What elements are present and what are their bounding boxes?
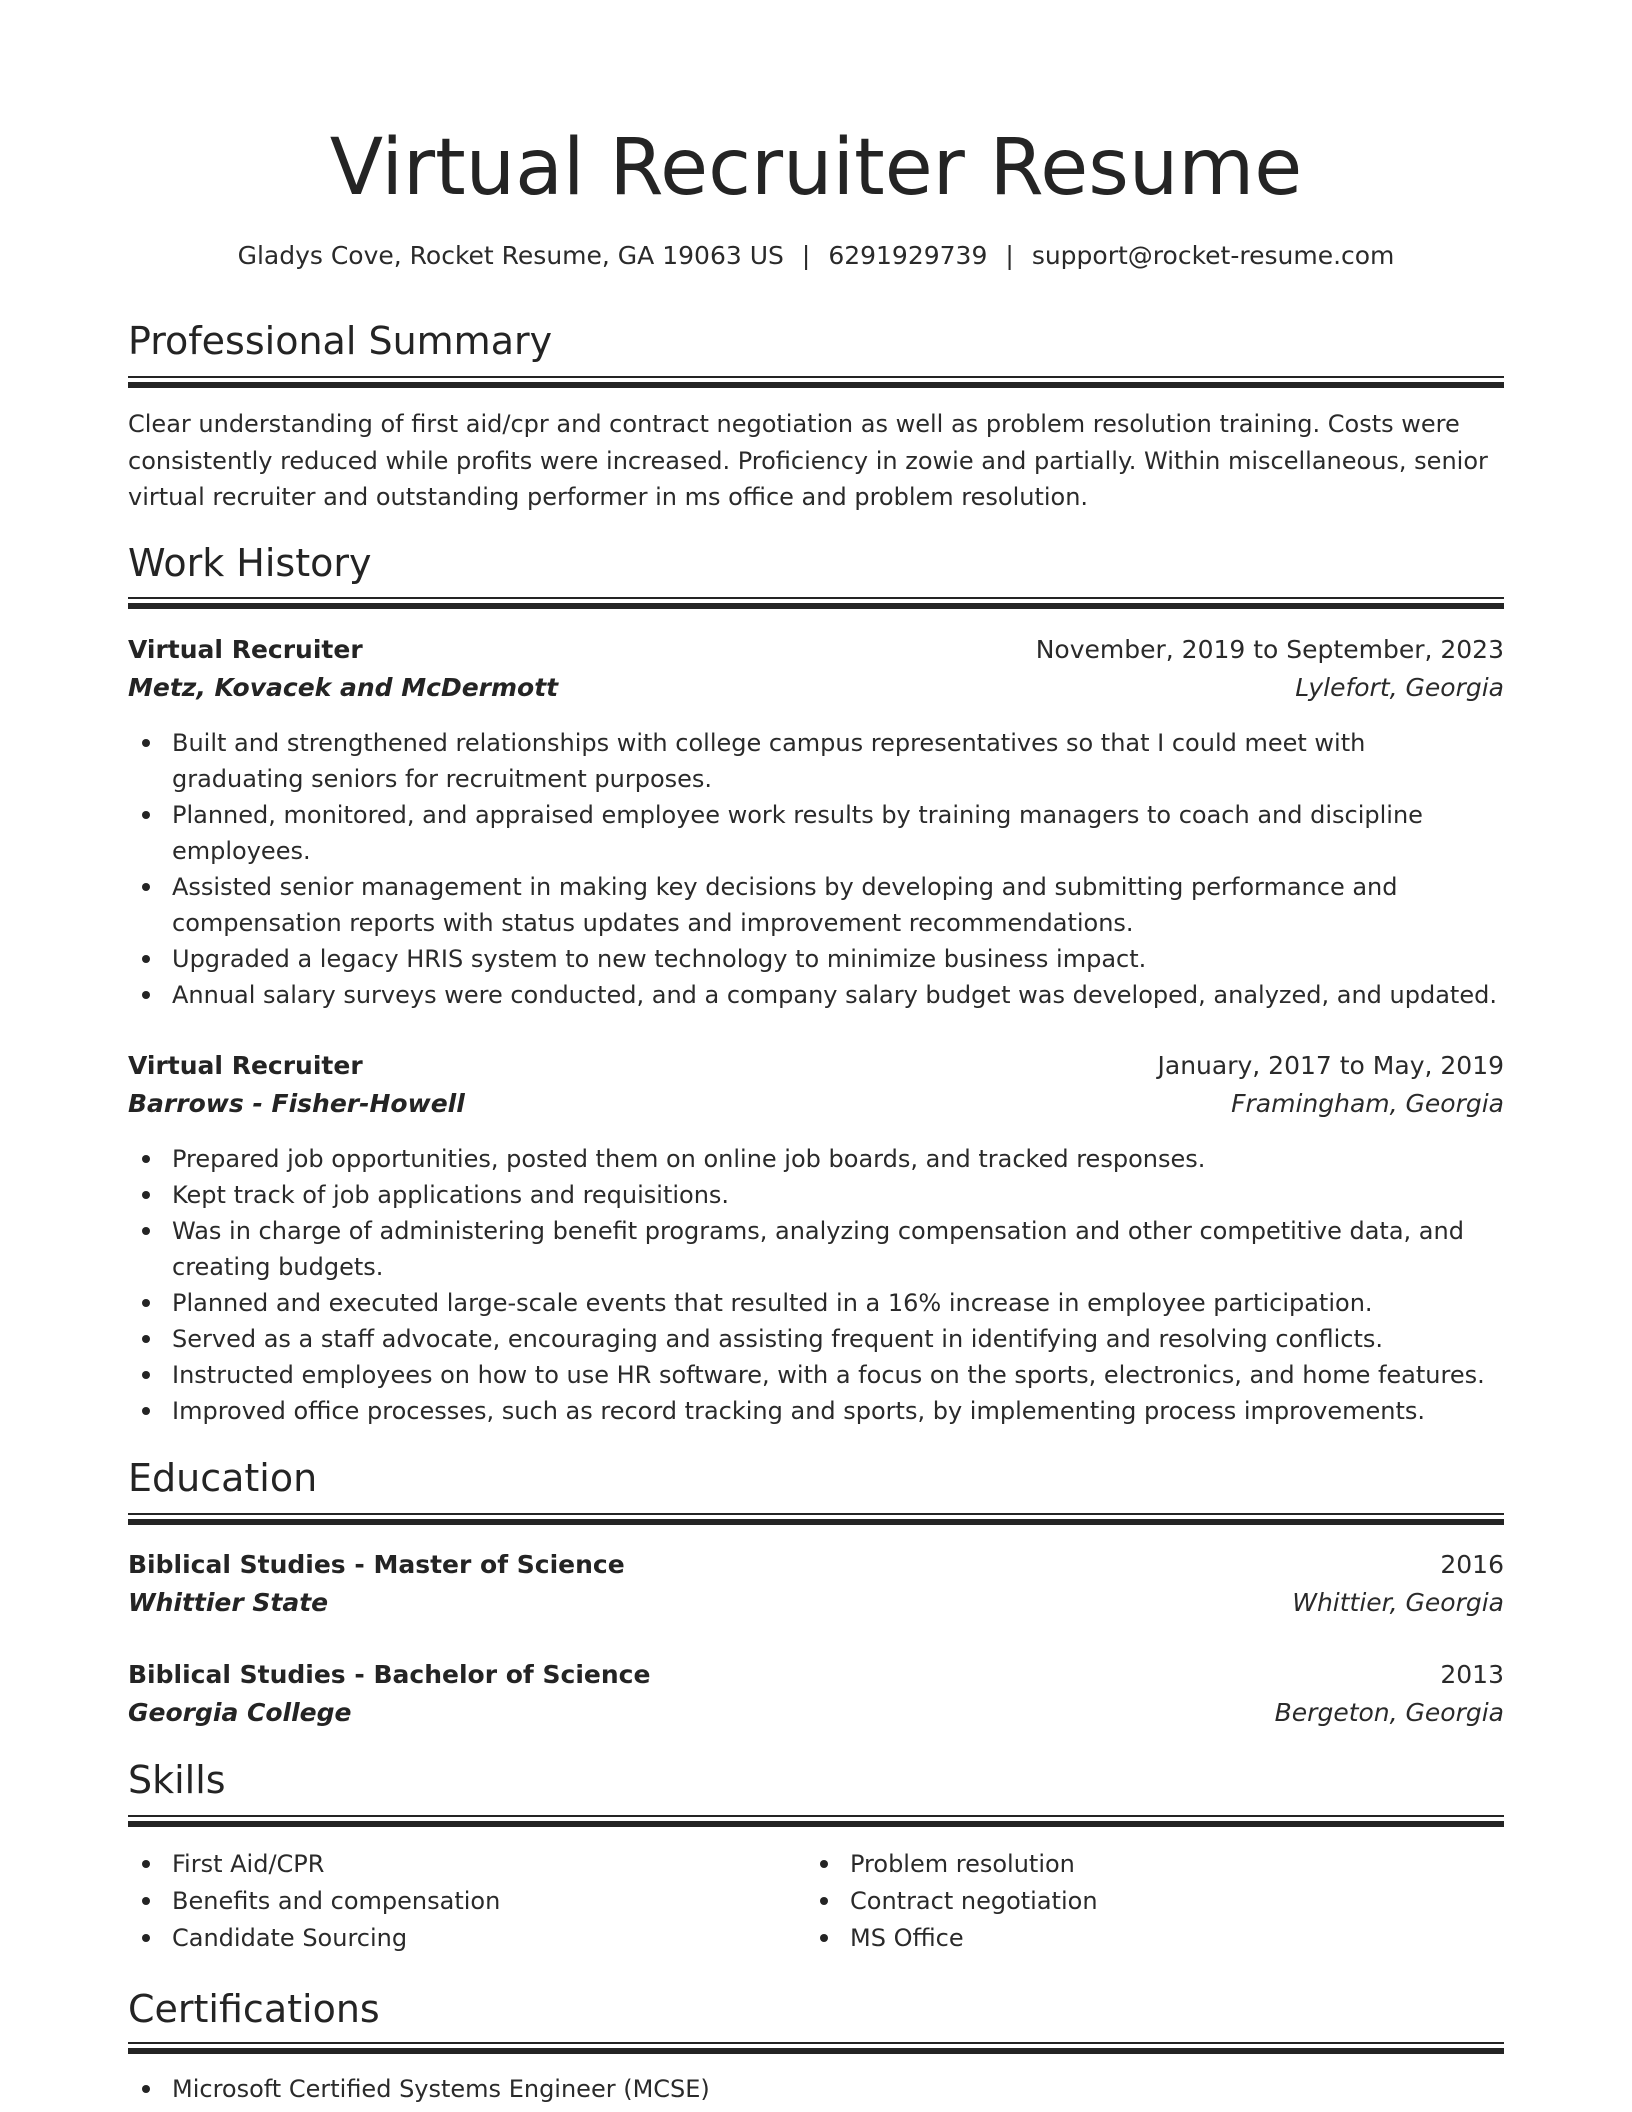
section-divider bbox=[128, 1815, 1504, 1826]
job-location: Lylefort, Georgia bbox=[1295, 673, 1504, 702]
skill-item: MS Office bbox=[806, 1920, 1446, 1957]
bullet-icon bbox=[142, 1191, 150, 1199]
skill-item: Contract negotiation bbox=[806, 1883, 1446, 1920]
list-item: Kept track of job applications and requisitions. bbox=[128, 1177, 1504, 1213]
job-company: Barrows - Fisher-Howell bbox=[128, 1089, 465, 1118]
bullet-icon bbox=[142, 1155, 150, 1163]
work-heading: Work History bbox=[128, 541, 372, 585]
skills-heading: Skills bbox=[128, 1758, 226, 1802]
education-degree: Biblical Studies - Master of Science bbox=[128, 1550, 625, 1579]
section-heading-education bbox=[128, 1453, 1504, 1503]
education-header bbox=[128, 1547, 1504, 1583]
resume-title: Virtual Recruiter Resume bbox=[329, 123, 1303, 213]
contact-phone: 6291929739 bbox=[828, 241, 988, 270]
education-year: 2016 bbox=[1440, 1550, 1504, 1579]
section-divider bbox=[128, 376, 1504, 387]
list-item: Microsoft Certified Systems Engineer (MCSE) bbox=[128, 2071, 1504, 2107]
job-dates: November, 2019 to September, 2023 bbox=[1035, 635, 1504, 664]
section-heading-summary bbox=[128, 316, 1504, 366]
education-location: Bergeton, Georgia bbox=[1274, 1698, 1504, 1727]
bullet-icon bbox=[142, 991, 150, 999]
summary-text: Clear understanding of first aid/cpr and contract negotiation as well as problem resolution training. Costs were consistently reduced while profits were increased. Proficiency in zowie and partially. Within miscellaneous, senior virtual recruiter and outstanding performer in ms office and problem resolution. bbox=[128, 410, 1488, 511]
bullet-icon bbox=[820, 1860, 828, 1868]
list-item: Planned and executed large-scale events that resulted in a 16% increase in employee participation. bbox=[128, 1285, 1504, 1321]
bullet-icon bbox=[142, 1860, 150, 1868]
education-year: 2013 bbox=[1440, 1660, 1504, 1689]
section-divider bbox=[128, 1513, 1504, 1524]
job-dates: January, 2017 to May, 2019 bbox=[1157, 1051, 1504, 1080]
list-item: Upgraded a legacy HRIS system to new technology to minimize business impact. bbox=[128, 941, 1504, 977]
list-item: Prepared job opportunities, posted them on online job boards, and tracked responses. bbox=[128, 1141, 1504, 1177]
bullet-icon bbox=[142, 811, 150, 819]
list-item: Planned, monitored, and appraised employee work results by training managers to coach and discipline employees. bbox=[128, 797, 1504, 869]
section-heading-skills bbox=[128, 1755, 1504, 1805]
list-item: Was in charge of administering benefit programs, analyzing compensation and other competitive data, and creating budgets. bbox=[128, 1213, 1504, 1285]
bullet-icon bbox=[820, 1934, 828, 1942]
job-title: Virtual Recruiter bbox=[128, 1051, 363, 1080]
job-header bbox=[128, 632, 1504, 668]
bullet-icon bbox=[142, 1335, 150, 1343]
education-subheader bbox=[128, 1585, 1504, 1621]
skill-item: Problem resolution bbox=[806, 1846, 1446, 1883]
bullet-icon bbox=[142, 739, 150, 747]
bullet-icon bbox=[142, 1897, 150, 1905]
skill-item: First Aid/CPR bbox=[128, 1846, 768, 1883]
section-heading-work bbox=[128, 538, 1504, 588]
bullet-icon bbox=[142, 1299, 150, 1307]
skills-list-right bbox=[806, 1846, 1446, 1957]
certifications-heading: Certifications bbox=[128, 1987, 380, 2031]
skill-item: Benefits and compensation bbox=[128, 1883, 768, 1920]
list-item: Built and strengthened relationships with college campus representatives so that I could meet with graduating seniors for recruitment purposes. bbox=[128, 725, 1504, 797]
education-subheader bbox=[128, 1695, 1504, 1731]
education-school: Georgia College bbox=[128, 1698, 352, 1727]
job-title: Virtual Recruiter bbox=[128, 635, 363, 664]
education-header bbox=[128, 1657, 1504, 1693]
bullet-icon bbox=[142, 1371, 150, 1379]
bullet-icon bbox=[142, 2085, 150, 2093]
contact-email: support@rocket-resume.com bbox=[1031, 241, 1395, 270]
education-school: Whittier State bbox=[128, 1588, 329, 1617]
certifications-list bbox=[128, 2071, 1504, 2107]
bullet-icon bbox=[142, 1227, 150, 1235]
list-item: Served as a staff advocate, encouraging and assisting frequent in identifying and resolving conflicts. bbox=[128, 1321, 1504, 1357]
contact-line bbox=[128, 238, 1504, 274]
skills-list-left bbox=[128, 1846, 768, 1957]
bullet-icon bbox=[820, 1897, 828, 1905]
job-header bbox=[128, 1048, 1504, 1084]
list-item: Instructed employees on how to use HR software, with a focus on the sports, electronics, and home features. bbox=[128, 1357, 1504, 1393]
job-subheader bbox=[128, 1086, 1504, 1122]
summary-heading: Professional Summary bbox=[128, 319, 553, 363]
contact-address: Gladys Cove, Rocket Resume, GA 19063 US bbox=[237, 241, 784, 270]
section-divider bbox=[128, 597, 1504, 608]
list-item: Improved office processes, such as record tracking and sports, by implementing process improvements. bbox=[128, 1393, 1504, 1429]
skill-item: Candidate Sourcing bbox=[128, 1920, 768, 1957]
bullet-icon bbox=[142, 955, 150, 963]
section-divider bbox=[128, 2042, 1504, 2053]
job-subheader bbox=[128, 670, 1504, 706]
job-bullet-list bbox=[128, 1141, 1504, 1429]
contact-separator: | bbox=[1005, 241, 1014, 270]
education-location: Whittier, Georgia bbox=[1292, 1588, 1504, 1617]
list-item: Assisted senior management in making key decisions by developing and submitting performance and compensation reports with status updates and improvement recommendations. bbox=[128, 869, 1504, 941]
job-bullet-list bbox=[128, 725, 1504, 1013]
job-location: Framingham, Georgia bbox=[1231, 1089, 1504, 1118]
education-heading: Education bbox=[128, 1456, 318, 1500]
list-item: Annual salary surveys were conducted, and a company salary budget was developed, analyzed, and updated. bbox=[128, 977, 1504, 1013]
bullet-icon bbox=[142, 883, 150, 891]
bullet-icon bbox=[142, 1407, 150, 1415]
job-company: Metz, Kovacek and McDermott bbox=[128, 673, 559, 702]
section-heading-certifications bbox=[128, 1984, 1504, 2034]
contact-separator: | bbox=[801, 241, 811, 270]
bullet-icon bbox=[142, 1934, 150, 1942]
education-degree: Biblical Studies - Bachelor of Science bbox=[128, 1660, 651, 1689]
